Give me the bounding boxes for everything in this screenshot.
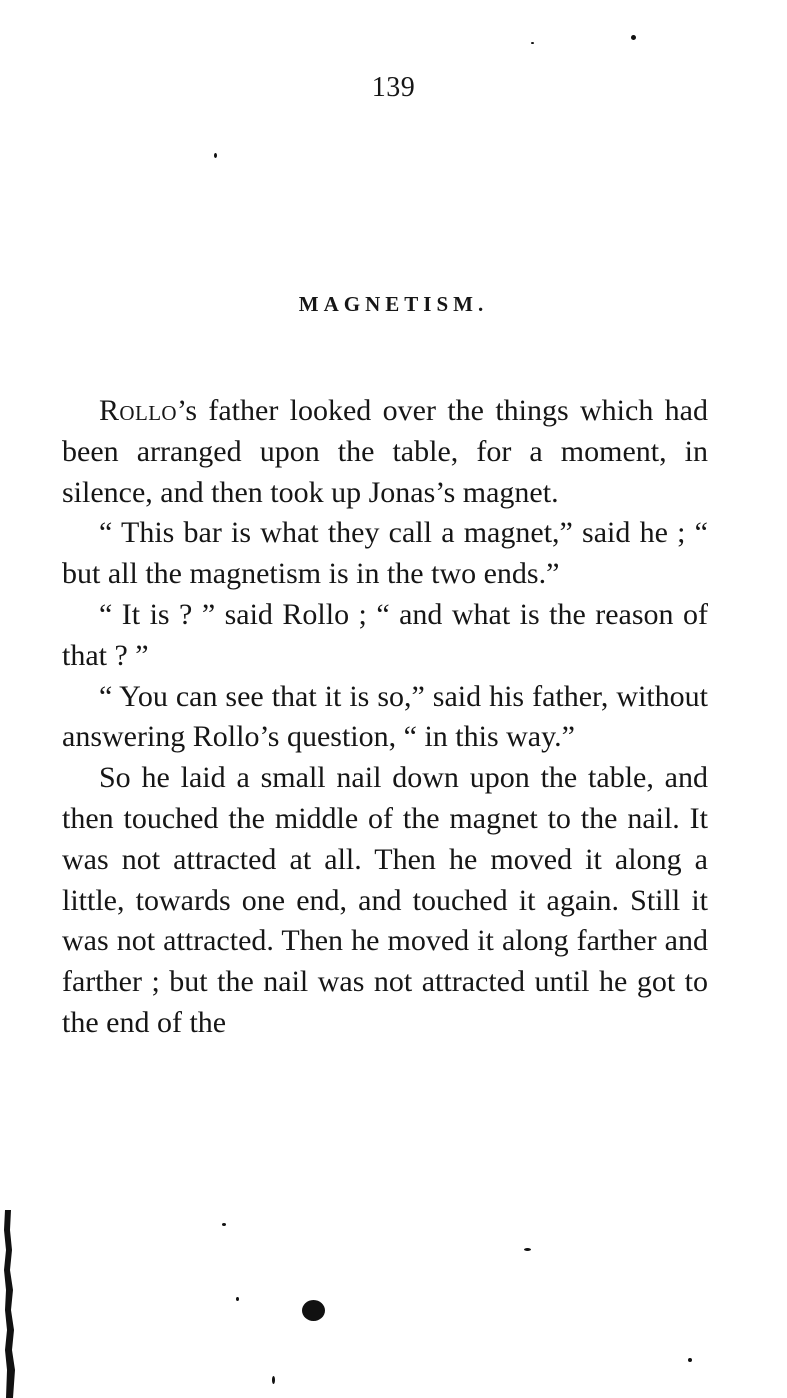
paragraph-text: So he laid a small nail down upon the table, and then touched the middle of the magnet to the nail. It was not attracted at all. Then he moved it along a little, towards one end, and touched it again. Still it was not attracted. Then he moved it along farther and farther ; but the nail was not attracted until he got to the end of the xyxy=(62,761,708,1039)
paragraph xyxy=(62,677,708,759)
body-text xyxy=(62,391,708,1044)
page-number: 139 xyxy=(371,72,416,103)
paragraph xyxy=(62,595,708,677)
scan-speck xyxy=(236,1297,239,1301)
paragraph xyxy=(62,391,708,513)
scan-speck xyxy=(222,1223,226,1226)
scan-speck xyxy=(688,1358,692,1362)
scan-speck xyxy=(531,42,534,44)
paragraph-text: “ It is ? ” said Rollo ; “ and what is the reason of that ? ” xyxy=(62,597,708,672)
paragraph xyxy=(62,758,708,1044)
paragraph xyxy=(62,513,708,595)
scan-edge-mark xyxy=(0,1210,18,1398)
scan-speck xyxy=(524,1248,531,1251)
scan-speck xyxy=(272,1376,275,1384)
scan-speck xyxy=(302,1300,325,1321)
paragraph-text: “ This bar is what they call a magnet,” said he ; “ but all the magnetism is in the two ends.” xyxy=(62,516,708,591)
chapter-title: MAGNETISM. xyxy=(298,292,489,316)
paragraph-text: ’s father looked over the things which had been arranged upon the table, for a moment, in silence, and then took up Jonas’s magnet. xyxy=(62,394,708,509)
paragraph-text: “ You can see that it is so,” said his father, without answering Rollo’s question, “ in this way.” xyxy=(62,679,708,754)
scan-speck xyxy=(214,153,217,158)
scan-speck xyxy=(631,35,636,40)
paragraph-lead: Rollo xyxy=(99,394,177,427)
